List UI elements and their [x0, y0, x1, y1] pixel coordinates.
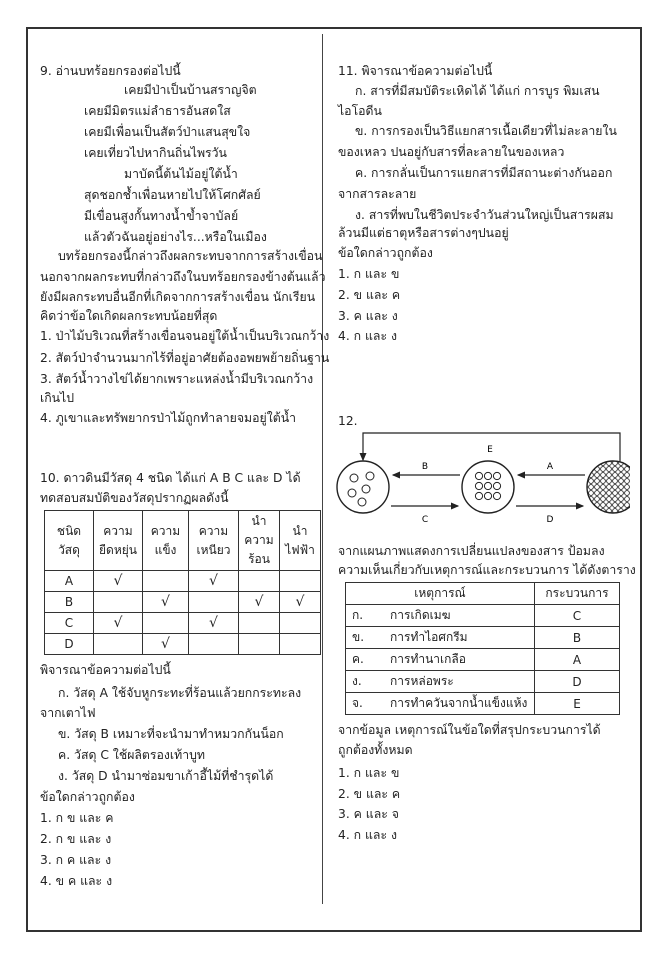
q11-statement: ค. การกลั่นเป็นการแยกสารที่มีสถานะต่างกันออก [355, 166, 613, 180]
q12-event-row [346, 693, 620, 715]
q10-cell [94, 634, 143, 655]
check-mark: √ [209, 615, 218, 631]
q10-cell [189, 592, 239, 613]
q10-col-header: ความ เหนียว [189, 511, 239, 571]
q10-row [45, 613, 321, 634]
q11-choice-3: 3. ค และ ง [338, 309, 398, 323]
q10-cell [189, 613, 239, 634]
q9-poem-line: เคยมีเพื่อนเป็นสัตว์ป่าแสนสุขใจ [84, 125, 251, 139]
q12-event-name: การหล่อพระ [384, 671, 535, 693]
q10-col-header: ชนิด วัสดุ [45, 511, 94, 571]
q11-ask: ข้อใดกล่าวถูกต้อง [338, 246, 433, 260]
check-mark: √ [113, 573, 123, 589]
liquid-particles [475, 472, 500, 499]
q10-cell [239, 571, 280, 592]
q12-col-process: กระบวนการ [535, 583, 620, 605]
q10-material-name: B [45, 592, 94, 613]
q9-stem-line: นอกจากผลกระทบที่กล่าวถึงในบทร้อยกรองข้างต้นแล้ว [40, 270, 326, 284]
q10-cell [239, 592, 280, 613]
q9-choice-2: 2. สัตว์ป่าจำนวนมากไร้ที่อยู่อาศัยต้องอพยพย้ายถิ่นฐาน [40, 351, 330, 365]
check-mark: √ [161, 636, 170, 652]
q9-stem-line: บทร้อยกรองนี้กล่าวถึงผลกระทบจากการสร้างเขื่อน [58, 249, 323, 263]
q12-event-row [346, 627, 620, 649]
q10-cell [239, 634, 280, 655]
check-mark: √ [113, 615, 123, 631]
q12-event-process: A [535, 649, 620, 671]
q12-event-name: การทำไอศกรีม [384, 627, 535, 649]
q12-desc: จากแผนภาพแสดงการเปลี่ยนแปลงของสาร ป้อมลง [338, 544, 605, 558]
q9-poem-line: เคยมีมิตรแม่ลำธารอันสดใส [84, 104, 231, 118]
q9-poem-line: มาบัดนี้ต้นไม้อยู่ใต้น้ำ [124, 167, 238, 181]
state-change-diagram [330, 430, 630, 532]
q11-choice-2: 2. ข และ ค [338, 288, 401, 302]
label-a: A [546, 462, 554, 472]
q12-event-mark: ค. [346, 649, 385, 671]
q10-cell [280, 592, 321, 613]
q10-cell [143, 613, 189, 634]
solid-state-circle [587, 461, 630, 513]
q11-statement-cont: ไอโอดีน [338, 104, 382, 118]
q10-cell [94, 613, 143, 634]
q10-cell [189, 634, 239, 655]
q11-statement: ง. สารที่พบในชีวิตประจำวันส่วนใหญ่เป็นสารผสม [355, 208, 614, 222]
q9-poem-line: มีเขื่อนสูงกั้นทางน้ำข้ำจาบัลย์ [84, 209, 239, 223]
check-mark: √ [209, 573, 218, 589]
q12-event-process: E [535, 693, 620, 715]
q11-statement-cont: ล้วนมีแต่ธาตุหรือสารต่างๆปนอยู่ [338, 226, 509, 240]
q10-choice-1: 1. ก ข และ ค [40, 811, 114, 825]
q10-header-cont: ทดสอบสมบัติของวัสดุปรากฏผลดังนี้ [40, 491, 229, 505]
q12-event-mark: ง. [346, 671, 385, 693]
q10-row [45, 571, 321, 592]
q12-choice-3: 3. ค และ จ [338, 807, 399, 821]
q10-statement: ก. วัสดุ A ใช้จับหูกระทะที่ร้อนแล้วยกกระทะลง [58, 686, 302, 700]
label-b: B [421, 462, 429, 472]
q10-statement-cont: จากเตาไฟ [40, 706, 96, 720]
q11-statement: ก. สารที่มีสมบัติระเหิดได้ ได้แก่ การบูร พิมเสน [355, 84, 600, 98]
q12-event-row [346, 605, 620, 627]
q10-properties-table [44, 510, 321, 655]
q11-header: 11. พิจารณาข้อความต่อไปนี้ [338, 64, 493, 78]
q11-statement: ข. การกรองเป็นวิธีแยกสารเนื้อเดียวที่ไม่ละลายใน [355, 124, 617, 138]
q12-event-name: การเกิดเมฆ [384, 605, 535, 627]
q10-row [45, 634, 321, 655]
q12-desc-cont: ความเห็นเกี่ยวกับเหตุการณ์และกระบวนการ ได้ดังตาราง [338, 563, 636, 577]
q9-stem-line: คิดว่าข้อใดเกิดผลกระทบน้อยที่สุด [40, 309, 218, 323]
q9-choice-3-cont: เกินไป [40, 391, 75, 405]
q10-cell [143, 634, 189, 655]
q9-choice-4: 4. ภูเขาและทรัพยากรป่าไม้ถูกทำลายจมอยู่ใต้น้ำ [40, 411, 297, 425]
q10-cell [239, 613, 280, 634]
q9-poem-line: สุดชอกช้ำเพื่อนหายไปให้โศกศัลย์ [84, 188, 261, 202]
q10-material-name: D [45, 634, 94, 655]
q10-cell [94, 571, 143, 592]
q10-statement: ค. วัสดุ C ใช้ผลิตรองเท้าบูท [58, 748, 206, 762]
q10-col-header: ความ แข็ง [143, 511, 189, 571]
q10-material-name: A [45, 571, 94, 592]
check-mark: √ [254, 594, 264, 610]
label-c: C [421, 515, 429, 525]
q12-event-mark: ข. [346, 627, 385, 649]
q10-material-name: C [45, 613, 94, 634]
q12-choice-1: 1. ก และ ข [338, 766, 400, 780]
check-mark: √ [161, 594, 170, 610]
q10-statement: ข. วัสดุ B เหมาะที่จะนำมาทำหมวกกันน็อก [58, 727, 284, 741]
q12-event-name: การทำนาเกลือ [384, 649, 535, 671]
q10-cell [280, 613, 321, 634]
q12-number: 12. [338, 414, 358, 428]
q9-choice-3: 3. สัตว์น้ำวางไข่ได้ยากเพราะแหล่งน้ำมีบริเวณกว้าง [40, 372, 314, 386]
q10-cell [280, 571, 321, 592]
q12-choice-2: 2. ข และ ค [338, 787, 401, 801]
q10-cell [189, 571, 239, 592]
q10-choice-3: 3. ก ค และ ง [40, 853, 112, 867]
q10-cell [94, 592, 143, 613]
q10-cell [143, 571, 189, 592]
q9-choice-1: 1. ป่าไม้บริเวณที่สร้างเขื่อนจนอยู่ใต้น้ำเป็นบริเวณกว้าง [40, 329, 330, 343]
label-d: D [546, 515, 554, 525]
q9-poem-line: เคยมีป่าเป็นบ้านสราญจิต [124, 83, 257, 97]
q9-header: 9. อ่านบทร้อยกรองต่อไปนี้ [40, 64, 181, 78]
q10-choice-4: 4. ข ค และ ง [40, 874, 113, 888]
q11-statement-cont: จากสารละลาย [338, 187, 417, 201]
q12-event-process: B [535, 627, 620, 649]
q12-event-process: D [535, 671, 620, 693]
q12-event-row [346, 671, 620, 693]
q9-stem-line: ยังมีผลกระทบอื่นอีกที่เกิดจากการสร้างเขื่อน นักเรียน [40, 290, 316, 304]
q10-statement: ง. วัสดุ D นำมาซ่อมขาเก้าอี้ไม้ที่ชำรุดได้ [58, 769, 274, 783]
check-mark: √ [295, 594, 305, 610]
q10-col-header: นำ ไฟฟ้า [280, 511, 321, 571]
label-e: E [487, 445, 493, 455]
q12-choice-4: 4. ก และ ง [338, 828, 397, 842]
column-divider [322, 34, 323, 904]
q10-choice-2: 2. ก ข และ ง [40, 832, 112, 846]
q12-ask: จากข้อมูล เหตุการณ์ในข้อใดที่สรุปกระบวนการได้ [338, 723, 601, 737]
q10-col-header: นำ ความ ร้อน [239, 511, 280, 571]
q12-col-event: เหตุการณ์ [346, 583, 535, 605]
q11-choice-1: 1. ก และ ข [338, 267, 400, 281]
q12-event-process: C [535, 605, 620, 627]
q10-row [45, 592, 321, 613]
q10-header: 10. ดาวดินมีวัสดุ 4 ชนิด ได้แก่ A B C และ D ได้ [40, 471, 301, 485]
q10-col-header: ความ ยืดหยุ่น [94, 511, 143, 571]
q10-consider: พิจารณาข้อความต่อไปนี้ [40, 663, 171, 677]
q12-events-table [345, 582, 620, 715]
q10-ask: ข้อใดกล่าวถูกต้อง [40, 790, 135, 804]
q11-choice-4: 4. ก และ ง [338, 329, 397, 343]
q12-event-row [346, 649, 620, 671]
q12-ask-cont: ถูกต้องทั้งหมด [338, 743, 413, 757]
q12-event-name: การทำควันจากน้ำแข็งแห้ง [384, 693, 535, 715]
q12-event-mark: จ. [346, 693, 385, 715]
q9-poem-line: แล้วตัวฉันอยู่อย่างไร...หรือในเมือง [84, 230, 267, 244]
q12-event-mark: ก. [346, 605, 385, 627]
q9-poem-line: เคยเที่ยวไปหากินถิ่นไพรวัน [84, 146, 227, 160]
q11-statement-cont: ของเหลว ปนอยู่กับสารที่ละลายในของเหลว [338, 145, 565, 159]
q10-cell [143, 592, 189, 613]
q10-cell [280, 634, 321, 655]
